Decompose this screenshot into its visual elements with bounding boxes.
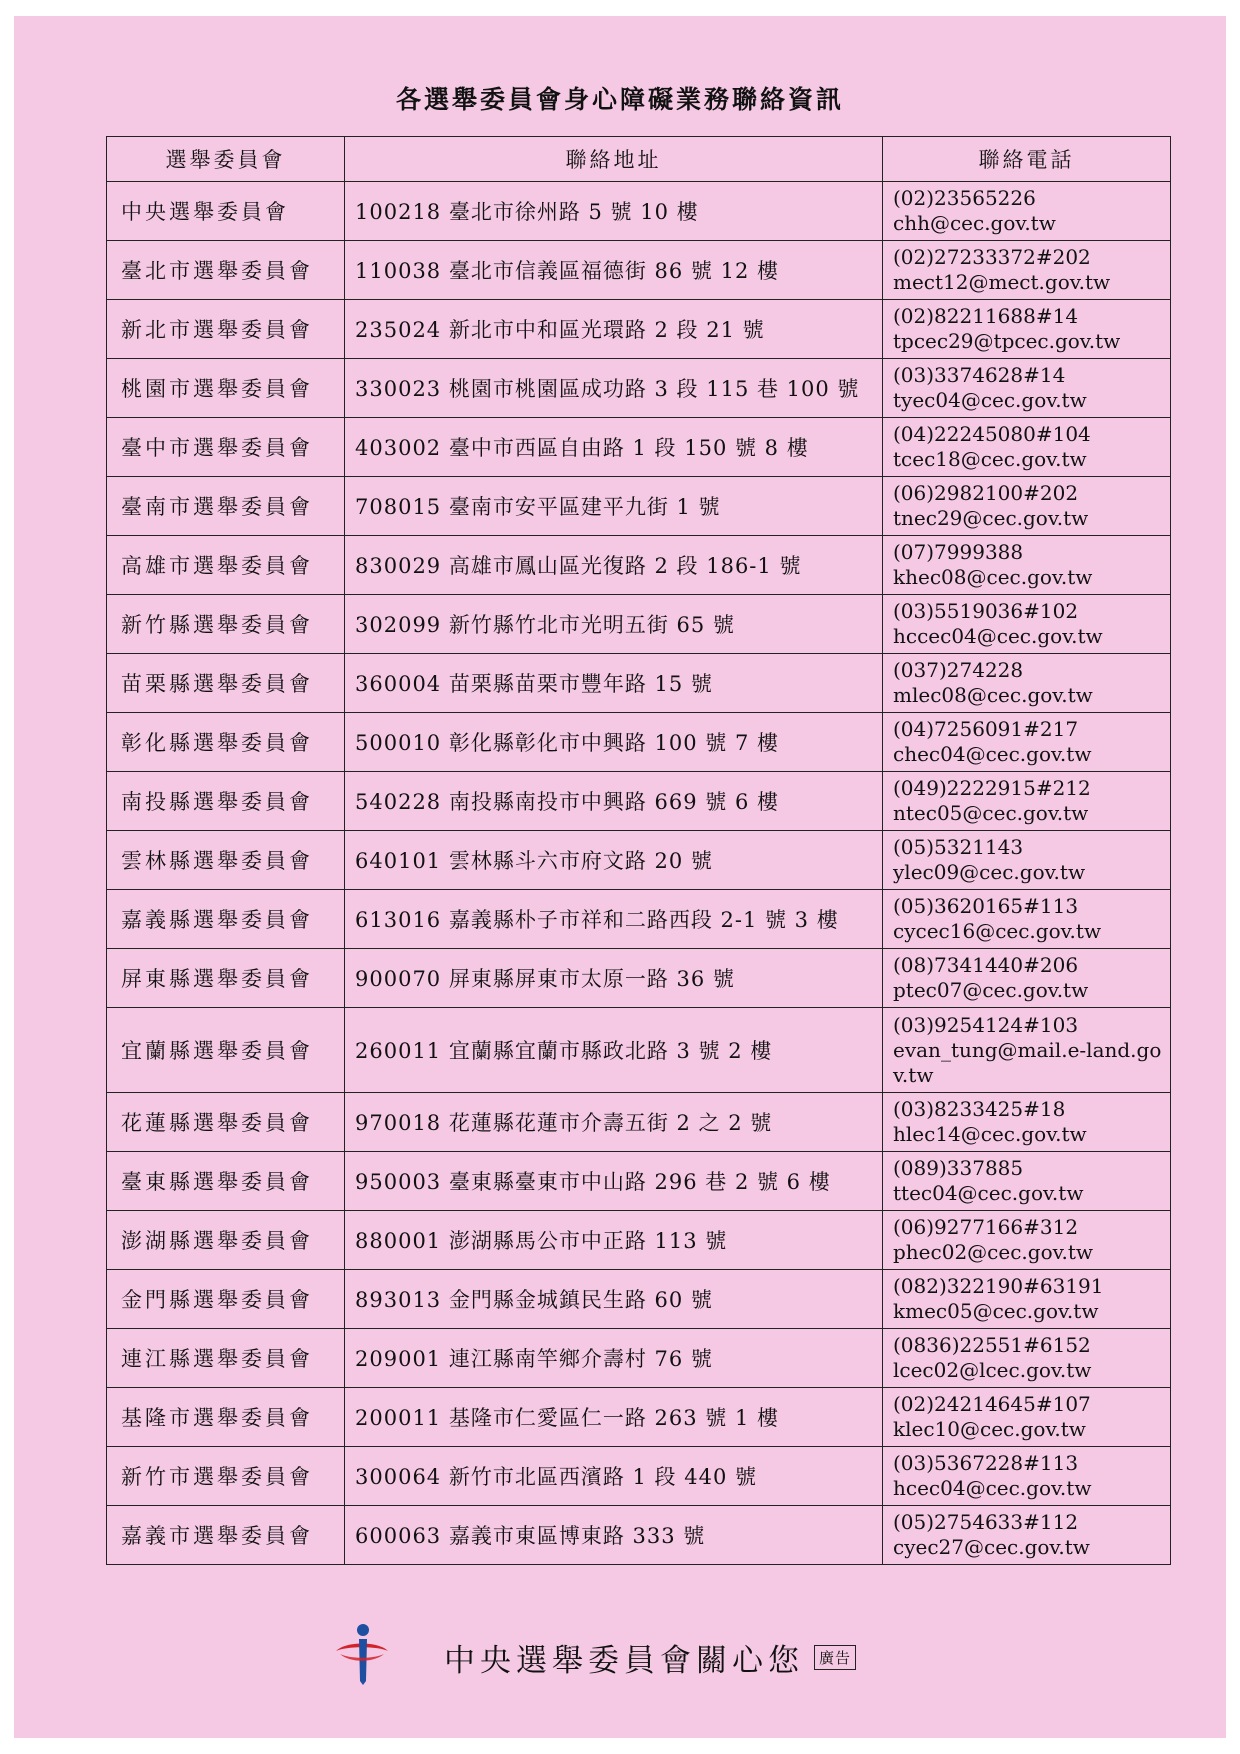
email-address: khec08@cec.gov.tw bbox=[893, 565, 1093, 589]
phone-number: (06)2982100#202 bbox=[893, 481, 1079, 505]
committee-name: 嘉義市選舉委員會 bbox=[107, 1506, 345, 1565]
table-row bbox=[107, 1008, 1171, 1093]
table-header-row bbox=[107, 137, 1171, 182]
phone-number: (03)5367228#113 bbox=[893, 1451, 1079, 1475]
committee-address: 500010 彰化縣彰化市中興路 100 號 7 樓 bbox=[345, 713, 883, 772]
table-row bbox=[107, 1152, 1171, 1211]
committee-address: 235024 新北市中和區光環路 2 段 21 號 bbox=[345, 300, 883, 359]
table-row bbox=[107, 890, 1171, 949]
email-address: mlec08@cec.gov.tw bbox=[893, 683, 1093, 707]
committee-address: 613016 嘉義縣朴子市祥和二路西段 2-1 號 3 樓 bbox=[345, 890, 883, 949]
email-address: kmec05@cec.gov.tw bbox=[893, 1299, 1099, 1323]
table-row bbox=[107, 595, 1171, 654]
email-address: ntec05@cec.gov.tw bbox=[893, 801, 1089, 825]
footer bbox=[14, 1621, 1226, 1681]
column-header-committee: 選舉委員會 bbox=[107, 137, 345, 182]
phone-number: (05)2754633#112 bbox=[893, 1510, 1079, 1534]
email-address: hcec04@cec.gov.tw bbox=[893, 1476, 1092, 1500]
committee-contact bbox=[883, 477, 1171, 536]
phone-number: (049)2222915#212 bbox=[893, 776, 1091, 800]
phone-number: (089)337885 bbox=[893, 1156, 1024, 1180]
committee-name: 臺東縣選舉委員會 bbox=[107, 1152, 345, 1211]
phone-number: (037)274228 bbox=[893, 658, 1024, 682]
phone-number: (02)24214645#107 bbox=[893, 1392, 1091, 1416]
phone-number: (03)5519036#102 bbox=[893, 599, 1079, 623]
committee-address: 640101 雲林縣斗六市府文路 20 號 bbox=[345, 831, 883, 890]
table-row bbox=[107, 831, 1171, 890]
table-row bbox=[107, 1270, 1171, 1329]
committee-address: 708015 臺南市安平區建平九街 1 號 bbox=[345, 477, 883, 536]
committee-address: 100218 臺北市徐州路 5 號 10 樓 bbox=[345, 182, 883, 241]
table-row bbox=[107, 359, 1171, 418]
email-address: chec04@cec.gov.tw bbox=[893, 742, 1092, 766]
table-row bbox=[107, 772, 1171, 831]
committee-contact bbox=[883, 831, 1171, 890]
email-address: tnec29@cec.gov.tw bbox=[893, 506, 1089, 530]
committee-contact bbox=[883, 182, 1171, 241]
committee-address: 900070 屏東縣屏東市太原一路 36 號 bbox=[345, 949, 883, 1008]
table-row bbox=[107, 1329, 1171, 1388]
phone-number: (07)7999388 bbox=[893, 540, 1024, 564]
committee-address: 600063 嘉義市東區博東路 333 號 bbox=[345, 1506, 883, 1565]
committee-name: 臺南市選舉委員會 bbox=[107, 477, 345, 536]
contact-table bbox=[106, 136, 1171, 1565]
committee-name: 基隆市選舉委員會 bbox=[107, 1388, 345, 1447]
committee-name: 澎湖縣選舉委員會 bbox=[107, 1211, 345, 1270]
email-address: ylec09@cec.gov.tw bbox=[893, 860, 1086, 884]
committee-address: 950003 臺東縣臺東市中山路 296 巷 2 號 6 樓 bbox=[345, 1152, 883, 1211]
phone-number: (05)3620165#113 bbox=[893, 894, 1079, 918]
phone-number: (03)8233425#18 bbox=[893, 1097, 1066, 1121]
phone-number: (02)23565226 bbox=[893, 186, 1036, 210]
footer-slogan: 中央選舉委員會關心您 bbox=[444, 1643, 804, 1679]
committee-contact bbox=[883, 359, 1171, 418]
phone-number: (03)3374628#14 bbox=[893, 363, 1066, 387]
phone-number: (08)7341440#206 bbox=[893, 953, 1079, 977]
committee-address: 540228 南投縣南投市中興路 669 號 6 樓 bbox=[345, 772, 883, 831]
committee-name: 宜蘭縣選舉委員會 bbox=[107, 1008, 345, 1093]
committee-address: 300064 新竹市北區西濱路 1 段 440 號 bbox=[345, 1447, 883, 1506]
phone-number: (02)27233372#202 bbox=[893, 245, 1091, 269]
committee-address: 893013 金門縣金城鎮民生路 60 號 bbox=[345, 1270, 883, 1329]
committee-contact bbox=[883, 1329, 1171, 1388]
email-address: chh@cec.gov.tw bbox=[893, 211, 1056, 235]
committee-contact bbox=[883, 890, 1171, 949]
phone-number: (04)7256091#217 bbox=[893, 717, 1079, 741]
phone-number: (04)22245080#104 bbox=[893, 422, 1091, 446]
email-address: tpcec29@tpcec.gov.tw bbox=[893, 329, 1121, 353]
table-row bbox=[107, 241, 1171, 300]
committee-contact bbox=[883, 595, 1171, 654]
committee-contact bbox=[883, 1388, 1171, 1447]
committee-contact bbox=[883, 949, 1171, 1008]
committee-contact bbox=[883, 1506, 1171, 1565]
committee-contact bbox=[883, 1211, 1171, 1270]
email-address: evan_tung@mail.e-land.gov.tw bbox=[893, 1037, 1162, 1087]
committee-name: 花蓮縣選舉委員會 bbox=[107, 1093, 345, 1152]
table-row bbox=[107, 1388, 1171, 1447]
cec-logo-icon bbox=[332, 1621, 392, 1685]
phone-number: (06)9277166#312 bbox=[893, 1215, 1079, 1239]
phone-number: (0836)22551#6152 bbox=[893, 1333, 1091, 1357]
committee-contact bbox=[883, 418, 1171, 477]
committee-name: 苗栗縣選舉委員會 bbox=[107, 654, 345, 713]
email-address: tyec04@cec.gov.tw bbox=[893, 388, 1087, 412]
committee-contact bbox=[883, 1152, 1171, 1211]
committee-contact bbox=[883, 1270, 1171, 1329]
committee-name: 中央選舉委員會 bbox=[107, 182, 345, 241]
committee-name: 南投縣選舉委員會 bbox=[107, 772, 345, 831]
committee-name: 新北市選舉委員會 bbox=[107, 300, 345, 359]
committee-contact bbox=[883, 241, 1171, 300]
committee-name: 金門縣選舉委員會 bbox=[107, 1270, 345, 1329]
email-address: hlec14@cec.gov.tw bbox=[893, 1122, 1087, 1146]
committee-contact bbox=[883, 654, 1171, 713]
phone-number: (082)322190#63191 bbox=[893, 1274, 1104, 1298]
table-row bbox=[107, 654, 1171, 713]
email-address: hccec04@cec.gov.tw bbox=[893, 624, 1103, 648]
committee-address: 330023 桃園市桃園區成功路 3 段 115 巷 100 號 bbox=[345, 359, 883, 418]
table-row bbox=[107, 182, 1171, 241]
committee-address: 360004 苗栗縣苗栗市豐年路 15 號 bbox=[345, 654, 883, 713]
committee-address: 200011 基隆市仁愛區仁一路 263 號 1 樓 bbox=[345, 1388, 883, 1447]
ad-badge: 廣告 bbox=[814, 1645, 856, 1670]
email-address: phec02@cec.gov.tw bbox=[893, 1240, 1094, 1264]
email-address: mect12@mect.gov.tw bbox=[893, 270, 1111, 294]
committee-contact bbox=[883, 713, 1171, 772]
committee-name: 連江縣選舉委員會 bbox=[107, 1329, 345, 1388]
email-address: tcec18@cec.gov.tw bbox=[893, 447, 1087, 471]
column-header-address: 聯絡地址 bbox=[345, 137, 883, 182]
table-row bbox=[107, 477, 1171, 536]
committee-contact bbox=[883, 1447, 1171, 1506]
page-title: 各選舉委員會身心障礙業務聯絡資訊 bbox=[395, 85, 844, 114]
committee-name: 高雄市選舉委員會 bbox=[107, 536, 345, 595]
email-address: ptec07@cec.gov.tw bbox=[893, 978, 1089, 1002]
committee-name: 雲林縣選舉委員會 bbox=[107, 831, 345, 890]
committee-name: 桃園市選舉委員會 bbox=[107, 359, 345, 418]
email-address: cyec27@cec.gov.tw bbox=[893, 1535, 1090, 1559]
committee-name: 新竹市選舉委員會 bbox=[107, 1447, 345, 1506]
column-header-phone: 聯絡電話 bbox=[883, 137, 1171, 182]
committee-name: 臺中市選舉委員會 bbox=[107, 418, 345, 477]
table-row bbox=[107, 418, 1171, 477]
committee-name: 臺北市選舉委員會 bbox=[107, 241, 345, 300]
email-address: lcec02@lcec.gov.tw bbox=[893, 1358, 1092, 1382]
committee-name: 彰化縣選舉委員會 bbox=[107, 713, 345, 772]
table-row bbox=[107, 1447, 1171, 1506]
table-row bbox=[107, 300, 1171, 359]
email-address: cycec16@cec.gov.tw bbox=[893, 919, 1102, 943]
email-address: ttec04@cec.gov.tw bbox=[893, 1181, 1084, 1205]
document-page bbox=[14, 16, 1226, 1738]
email-address: klec10@cec.gov.tw bbox=[893, 1417, 1086, 1441]
committee-contact bbox=[883, 536, 1171, 595]
committee-name: 屏東縣選舉委員會 bbox=[107, 949, 345, 1008]
committee-address: 403002 臺中市西區自由路 1 段 150 號 8 樓 bbox=[345, 418, 883, 477]
table-row bbox=[107, 1093, 1171, 1152]
committee-name: 新竹縣選舉委員會 bbox=[107, 595, 345, 654]
committee-address: 970018 花蓮縣花蓮市介壽五街 2 之 2 號 bbox=[345, 1093, 883, 1152]
phone-number: (03)9254124#103 bbox=[893, 1012, 1079, 1037]
table-row bbox=[107, 949, 1171, 1008]
committee-address: 260011 宜蘭縣宜蘭市縣政北路 3 號 2 樓 bbox=[345, 1008, 883, 1093]
committee-contact bbox=[883, 1093, 1171, 1152]
committee-name: 嘉義縣選舉委員會 bbox=[107, 890, 345, 949]
committee-address: 302099 新竹縣竹北市光明五街 65 號 bbox=[345, 595, 883, 654]
committee-address: 209001 連江縣南竿鄉介壽村 76 號 bbox=[345, 1329, 883, 1388]
committee-address: 830029 高雄市鳳山區光復路 2 段 186-1 號 bbox=[345, 536, 883, 595]
table-row bbox=[107, 713, 1171, 772]
table-row bbox=[107, 1211, 1171, 1270]
phone-number: (02)82211688#14 bbox=[893, 304, 1079, 328]
table-row bbox=[107, 1506, 1171, 1565]
phone-number: (05)5321143 bbox=[893, 835, 1024, 859]
committee-contact bbox=[883, 772, 1171, 831]
committee-contact bbox=[883, 300, 1171, 359]
committee-address: 880001 澎湖縣馬公市中正路 113 號 bbox=[345, 1211, 883, 1270]
table-row bbox=[107, 536, 1171, 595]
committee-address: 110038 臺北市信義區福德街 86 號 12 樓 bbox=[345, 241, 883, 300]
committee-contact bbox=[883, 1008, 1171, 1093]
